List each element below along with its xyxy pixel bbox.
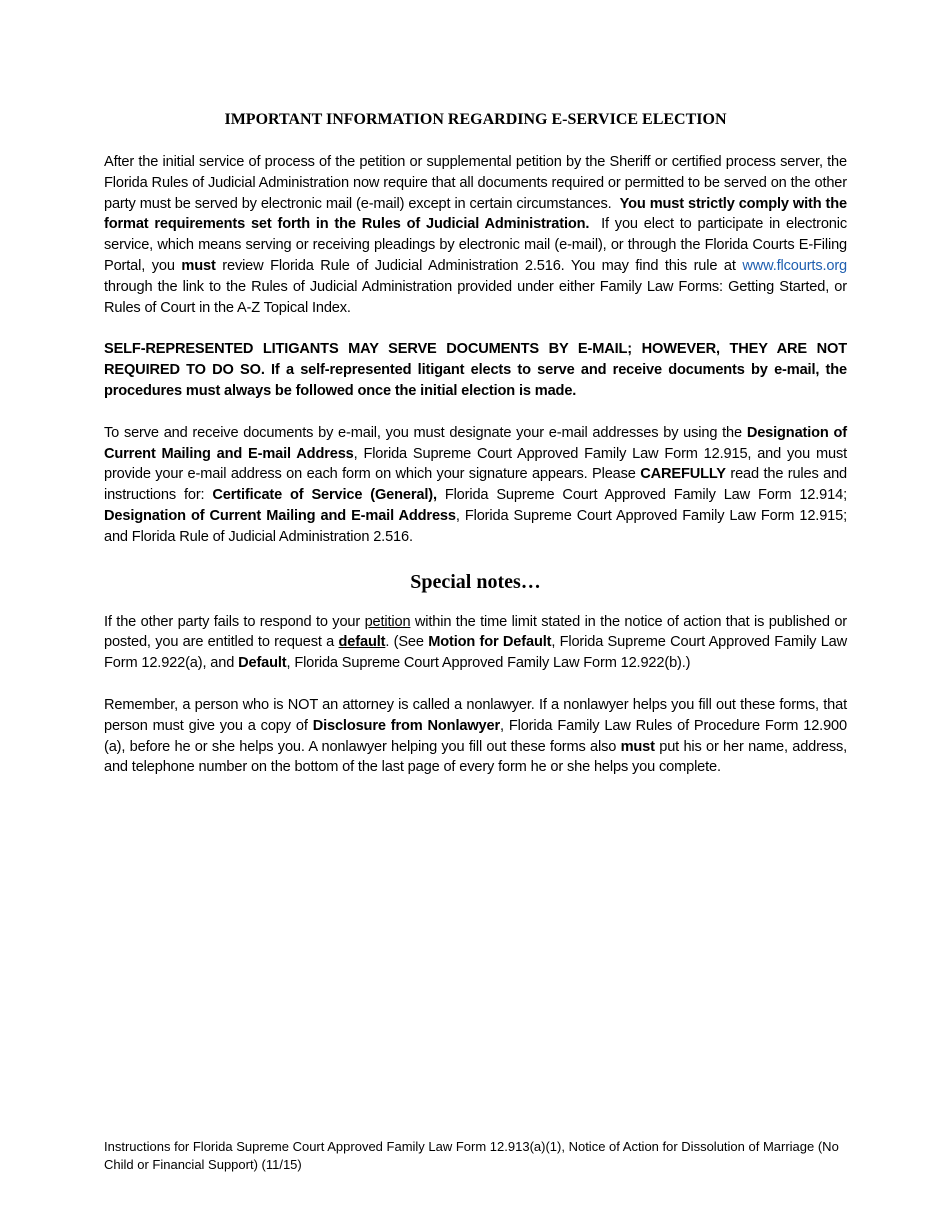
- bold-span: CAREFULLY: [640, 466, 726, 483]
- paragraph-default: [104, 612, 847, 674]
- paragraph-self-represented: [104, 339, 847, 401]
- text-span: , Florida Supreme Court Approved Family Law Form 12.922(b).): [286, 655, 691, 672]
- text-span: through the link to the Rules of Judicial Administration provided under either Family Law Forms: Getting Started, or Rules of Court in the A-Z Topical Index.: [104, 278, 847, 316]
- bold-span: You must strictly comply with the format requirements set forth in the Rules of Judicial Administration.: [104, 195, 847, 233]
- text-span: If you elect to participate in electronic service, which means serving or receiving pleadings by electronic mail (e-mail), or through the Florida Courts E-Filing Portal, you: [104, 216, 848, 274]
- text-span: , Florida Supreme Court Approved Family Law Form 12.922(a), and: [104, 634, 848, 672]
- text-span: . (See: [385, 634, 424, 651]
- text-span: read the rules and instructions for:: [104, 466, 847, 504]
- bold-span: Certificate of Service (General),: [212, 487, 437, 504]
- text-span: , Florida Supreme Court Approved Family Law Form 12.915; and Florida Rule of Judicial Administration 2.516.: [104, 507, 847, 545]
- paragraph-designation: [104, 423, 847, 548]
- text-span: Remember, a person who is NOT an attorney is called a nonlawyer. If a nonlawyer helps you fill out these forms, that person must give you a copy of: [104, 696, 847, 734]
- bold-span: SELF-REPRESENTED LITIGANTS MAY SERVE DOCUMENTS BY E-MAIL; HOWEVER, THEY ARE NOT REQUIRED TO DO SO. If a self-represented litigant elects to serve and receive documents by e-mail, the procedures must always be followed once the initial election is made.: [104, 341, 847, 399]
- special-notes-heading: Special notes…: [410, 570, 541, 593]
- paragraph-eservice-intro: [104, 152, 847, 318]
- document-heading: IMPORTANT INFORMATION REGARDING E-SERVICE ELECTION: [224, 111, 727, 128]
- text-span: put his or her name, address, and telephone number on the bottom of the last page of every form he or she helps you complete.: [104, 738, 848, 776]
- text-span: within the time limit stated in the notice of action that is published or posted, you are entitled to request a: [104, 613, 848, 651]
- bold-span: Motion for Default: [428, 634, 552, 651]
- bold-span: must: [181, 257, 216, 274]
- text-span: If the other party fails to respond to your: [104, 613, 361, 630]
- text-span: , Florida Family Law Rules of Procedure Form 12.900 (a), before he or she helps you. A nonlawyer helping you fill out these forms also: [104, 717, 847, 755]
- text-span: After the initial service of process of the petition or supplemental petition by the Sheriff or certified process server, the Florida Rules of Judicial Administration now require that all documents required or permitted to be served on the other party must be served by electronic mail (e-mail) except in certain circumstances.: [104, 154, 847, 212]
- text-span: , Florida Supreme Court Approved Family Law Form 12.915, and you must provide your e-mail address on each form on which your signature appears. Please: [104, 445, 848, 483]
- paragraph-nonlawyer: [104, 695, 847, 778]
- text-span: To serve and receive documents by e-mail, you must designate your e-mail addresses by using the: [104, 424, 742, 441]
- bold-span: must: [620, 738, 655, 755]
- underlined-span: petition: [364, 613, 411, 630]
- page-footer: Instructions for Florida Supreme Court Approved Family Law Form 12.913(a)(1), Notice of Action for Dissolution of Marriage (No Child or Financial Support) (11/15): [104, 1139, 839, 1172]
- underlined-span: default: [338, 634, 386, 651]
- bold-span: Designation of Current Mailing and E-mail Address: [104, 507, 456, 524]
- text-span: review Florida Rule of Judicial Administration 2.516. You may find this rule at: [222, 257, 736, 274]
- bold-span: Designation of Current Mailing and E-mail Address: [104, 424, 847, 462]
- flcourts-link[interactable]: www.flcourts.org: [742, 257, 848, 274]
- bold-span: Default: [238, 655, 287, 672]
- document-page: [104, 108, 847, 799]
- text-span: Florida Supreme Court Approved Family Law Form 12.914;: [444, 487, 847, 504]
- bold-span: Disclosure from Nonlawyer: [312, 717, 500, 734]
